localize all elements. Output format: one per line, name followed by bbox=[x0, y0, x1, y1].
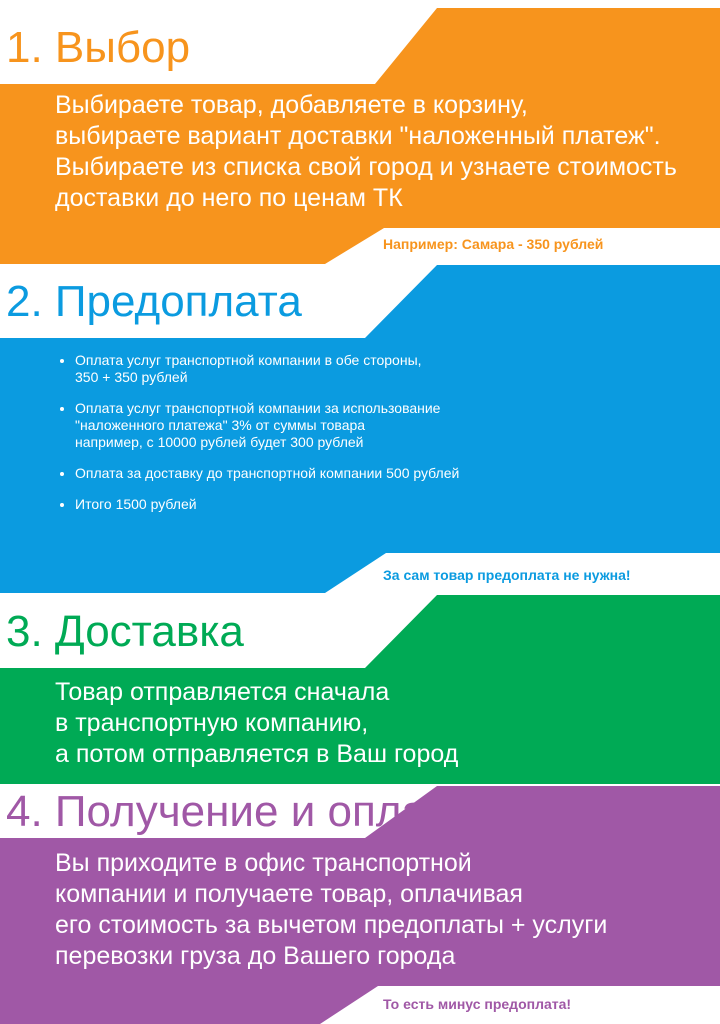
step2-title: 2. Предоплата bbox=[6, 277, 302, 326]
list-item: • Оплата за доставку до транспортной компании 500 рублей bbox=[75, 465, 459, 482]
list-item: • Оплата услуг транспортной компании в обе стороны, 350 + 350 рублей bbox=[75, 352, 459, 386]
step1-note: Например: Самара - 350 рублей bbox=[383, 236, 604, 252]
step2-bullet-list bbox=[55, 352, 459, 527]
step3-title: 3. Доставка bbox=[6, 607, 244, 656]
step4-note: То есть минус предоплата! bbox=[383, 996, 572, 1012]
step3-text: Товар отправляется сначала в транспортную компанию, а потом отправляется в Ваш город bbox=[55, 678, 459, 768]
step1-title: 1. Выбор bbox=[6, 23, 191, 72]
step1-text: Выбираете товар, добавляете в корзину, выбираете вариант доставки "наложенный платеж". Выбираете из списка свой город и узнаете стоимость доставки до него по ценам ТК bbox=[55, 91, 677, 212]
step2-note: За сам товар предоплата не нужна! bbox=[383, 567, 631, 583]
list-item: • Итого 1500 рублей bbox=[75, 496, 459, 513]
step4-text: Вы приходите в офис транспортной компании и получаете товар, оплачивая его стоимость за вычетом предоплаты + услуги перевозки груза до Вашего города bbox=[55, 849, 608, 970]
list-item: • Оплата услуг транспортной компании за использование "наложенного платежа" 3% от суммы товара например, с 10000 рублей будет 300 рублей bbox=[75, 400, 459, 451]
step4-title: 4. Получение и оплата bbox=[6, 787, 470, 836]
